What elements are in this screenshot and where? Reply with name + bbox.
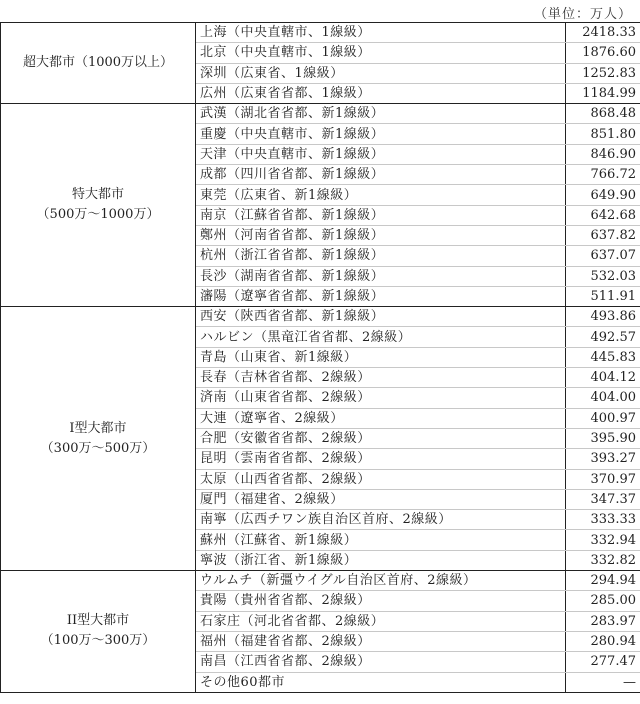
city-name-cell: 上海（中央直轄市、1線級） — [196, 23, 566, 43]
city-name-cell: 広州（広東省省都、1線級） — [196, 83, 566, 103]
city-name-cell: 済南（山東省省都、2線級） — [196, 388, 566, 408]
population-cell: 347.37 — [566, 489, 640, 509]
category-label: （100万～300万） — [40, 633, 156, 649]
city-name-cell: 重慶（中央直轄市、新1線級） — [196, 124, 566, 144]
population-cell: 294.94 — [566, 571, 640, 591]
population-cell: 395.90 — [566, 428, 640, 448]
category-cell — [1, 104, 196, 307]
population-cell: 492.57 — [566, 327, 640, 347]
city-name-cell: 昆明（雲南省省都、2線級） — [196, 449, 566, 469]
table-row — [1, 571, 640, 591]
population-cell: 445.83 — [566, 347, 640, 367]
city-name-cell: 瀋陽（遼寧省省都、新1線級） — [196, 286, 566, 306]
city-name-cell: 成都（四川省省都、新1線級） — [196, 165, 566, 185]
population-cell: 333.33 — [566, 510, 640, 530]
city-name-cell: 寧波（浙江省、新1線級） — [196, 550, 566, 570]
category-cell — [1, 571, 196, 693]
city-name-cell: 貴陽（貴州省省都、2線級） — [196, 591, 566, 611]
population-cell: 400.97 — [566, 408, 640, 428]
population-cell: 637.07 — [566, 246, 640, 266]
table-row — [1, 307, 640, 327]
population-cell: 642.68 — [566, 205, 640, 225]
population-cell: 2418.33 — [566, 23, 640, 43]
table-row — [1, 23, 640, 43]
city-name-cell: 北京（中央直轄市、1線級） — [196, 43, 566, 63]
city-name-cell: 長春（吉林省省都、2線級） — [196, 368, 566, 388]
population-cell: 766.72 — [566, 165, 640, 185]
city-name-cell: 蘇州（江蘇省、新1線級） — [196, 530, 566, 550]
city-name-cell: ハルビン（黒竜江省省都、2線級） — [196, 327, 566, 347]
population-cell: 1252.83 — [566, 63, 640, 83]
population-cell: 532.03 — [566, 266, 640, 286]
city-name-cell: 厦門（福建省、2線級） — [196, 489, 566, 509]
city-name-cell: 杭州（浙江省省都、新1線級） — [196, 246, 566, 266]
city-name-cell: 南寧（広西チワン族自治区首府、2線級） — [196, 510, 566, 530]
population-cell: 370.97 — [566, 469, 640, 489]
unit-label: （単位：万人） — [533, 7, 632, 22]
city-name-cell: 南昌（江西省省都、2線級） — [196, 652, 566, 672]
population-cell: 404.00 — [566, 388, 640, 408]
population-cell: 868.48 — [566, 104, 640, 124]
city-name-cell: 西安（陝西省省都、新1線級） — [196, 307, 566, 327]
city-name-cell: 長沙（湖南省省都、新1線級） — [196, 266, 566, 286]
city-name-cell: 天津（中央直轄市、新1線級） — [196, 144, 566, 164]
population-cell: 332.82 — [566, 550, 640, 570]
category-cell — [1, 307, 196, 571]
city-name-cell: 南京（江蘇省省都、新1線級） — [196, 205, 566, 225]
population-cell: 404.12 — [566, 368, 640, 388]
population-cell: 332.94 — [566, 530, 640, 550]
city-name-cell: 石家庄（河北省省都、2線級） — [196, 611, 566, 631]
city-name-cell: 太原（山西省省都、2線級） — [196, 469, 566, 489]
city-name-cell: 深圳（広東省、1線級） — [196, 63, 566, 83]
population-cell: 637.82 — [566, 225, 640, 245]
category-label: II型大都市 — [66, 613, 130, 629]
category-label: 特大都市 — [71, 187, 124, 203]
city-name-cell: 福州（福建省省都、2線級） — [196, 631, 566, 651]
city-name-cell: ウルムチ（新彊ウイグル自治区首府、2線級） — [196, 571, 566, 591]
category-label: （300万～500万） — [40, 440, 156, 456]
category-label: 超大都市（1000万以上） — [22, 55, 174, 71]
city-name-cell: 合肥（安徽省省都、2線級） — [196, 428, 566, 448]
population-cell: 649.90 — [566, 185, 640, 205]
population-cell: 511.91 — [566, 286, 640, 306]
population-cell: 283.97 — [566, 611, 640, 631]
population-cell: 1184.99 — [566, 83, 640, 103]
population-cell: 493.86 — [566, 307, 640, 327]
population-cell: 280.94 — [566, 631, 640, 651]
city-name-cell: 東莞（広東省、新1線級） — [196, 185, 566, 205]
population-cell: 393.27 — [566, 449, 640, 469]
population-cell: 1876.60 — [566, 43, 640, 63]
category-cell — [1, 23, 196, 104]
city-population-table — [0, 22, 640, 693]
city-name-cell: その他60都市 — [196, 672, 566, 692]
city-name-cell: 鄭州（河南省省都、新1線級） — [196, 225, 566, 245]
table-row — [1, 104, 640, 124]
population-cell: 285.00 — [566, 591, 640, 611]
category-label: I型大都市 — [69, 420, 127, 436]
population-cell: 846.90 — [566, 144, 640, 164]
population-cell: 277.47 — [566, 652, 640, 672]
city-name-cell: 武漢（湖北省省都、新1線級） — [196, 104, 566, 124]
population-cell: 851.80 — [566, 124, 640, 144]
city-name-cell: 青島（山東省、新1線級） — [196, 347, 566, 367]
population-cell: — — [566, 672, 640, 692]
city-name-cell: 大連（遼寧省、2線級） — [196, 408, 566, 428]
category-label: （500万～1000万） — [36, 207, 160, 223]
